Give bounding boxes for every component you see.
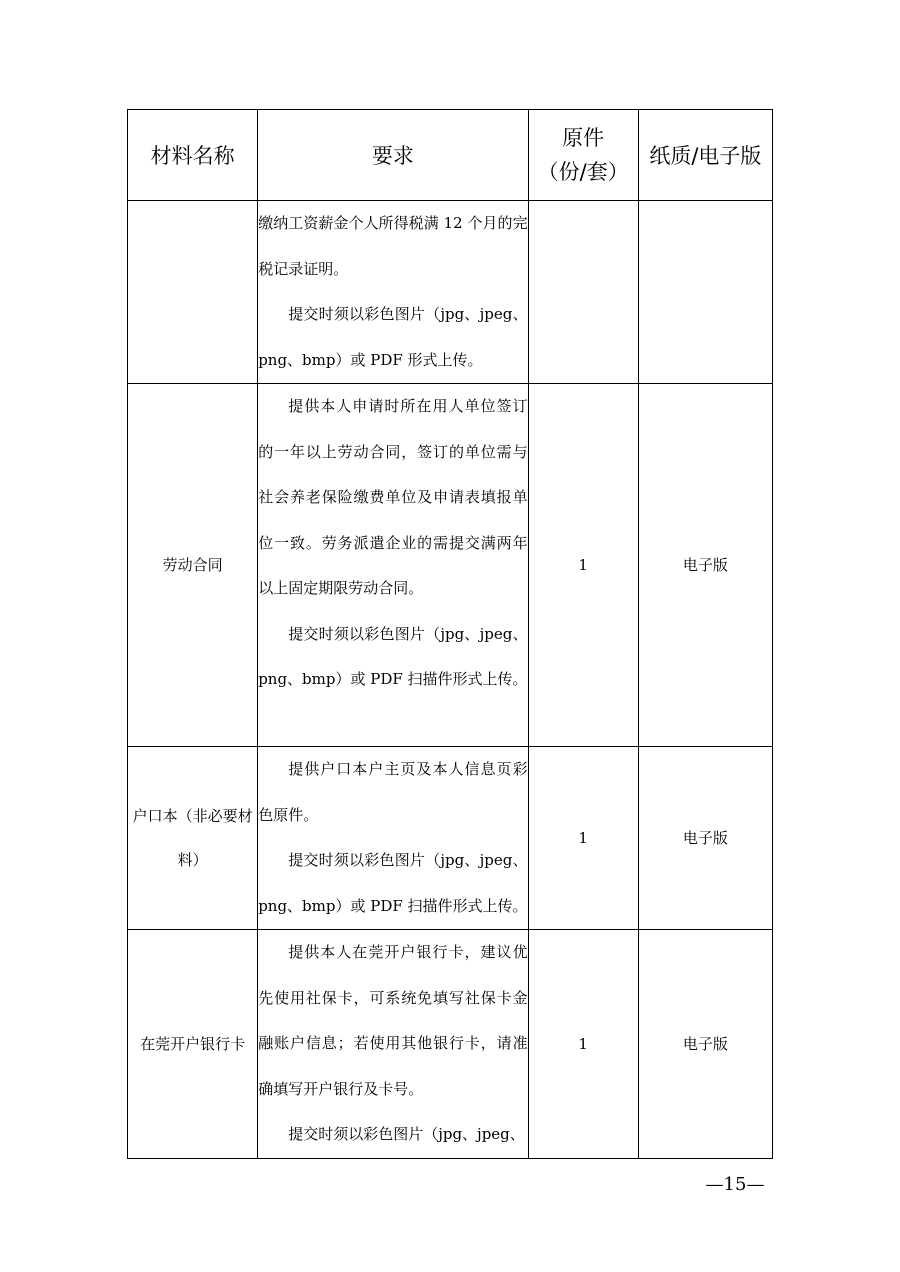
requirement-paragraph: 提交时须以彩色图片（jpg、jpeg、png、bmp）或 PDF 形式上传。 xyxy=(258,305,528,369)
header-original-copies xyxy=(528,110,638,201)
page-number: —15— xyxy=(705,1174,765,1195)
table-row xyxy=(128,747,773,930)
table-header-row xyxy=(128,110,773,201)
header-requirement: 要求 xyxy=(258,110,528,201)
header-original-line1: 原件 xyxy=(562,126,605,150)
material-name-cell: 在莞开户银行卡 xyxy=(128,930,258,1159)
header-material-name: 材料名称 xyxy=(128,110,258,201)
format-cell xyxy=(638,201,772,384)
format-cell: 电子版 xyxy=(638,930,772,1159)
material-name-cell: 劳动合同 xyxy=(128,384,258,747)
header-original-line2: （份/套） xyxy=(537,160,629,184)
requirement-cell xyxy=(258,747,528,930)
requirement-cell xyxy=(258,201,528,384)
format-cell: 电子版 xyxy=(638,384,772,747)
format-cell: 电子版 xyxy=(638,747,772,930)
original-count-cell: 1 xyxy=(528,747,638,930)
requirement-paragraph: 缴纳工资薪金个人所得税满 12 个月的完税记录证明。 xyxy=(258,214,528,278)
requirement-paragraph: 提交时须以彩色图片（jpg、jpeg、 xyxy=(288,1125,525,1143)
requirement-paragraph: 提交时须以彩色图片（jpg、jpeg、png、bmp）或 PDF 扫描件形式上传。 xyxy=(258,851,528,915)
materials-table xyxy=(127,109,773,1159)
requirement-paragraph: 提供本人申请时所在用人单位签订的一年以上劳动合同，签订的单位需与社会养老保险缴费单位及申请表填报单位一致。劳务派遣企业的需提交满两年以上固定期限劳动合同。 xyxy=(258,397,528,597)
requirement-cell xyxy=(258,384,528,747)
material-name-cell: 户口本（非必要材料） xyxy=(128,747,258,930)
table-row xyxy=(128,384,773,747)
original-count-cell: 1 xyxy=(528,930,638,1159)
requirement-paragraph: 提供户口本户主页及本人信息页彩色原件。 xyxy=(258,760,528,824)
header-format: 纸质/电子版 xyxy=(638,110,772,201)
table-row xyxy=(128,201,773,384)
material-name-cell xyxy=(128,201,258,384)
original-count-cell: 1 xyxy=(528,384,638,747)
original-count-cell xyxy=(528,201,638,384)
requirement-paragraph: 提供本人在莞开户银行卡，建议优先使用社保卡，可系统免填写社保卡金融账户信息；若使用其他银行卡，请准确填写开户银行及卡号。 xyxy=(258,943,528,1098)
requirement-paragraph: 提交时须以彩色图片（jpg、jpeg、png、bmp）或 PDF 扫描件形式上传。 xyxy=(258,624,528,688)
table-row xyxy=(128,930,773,1159)
requirement-cell xyxy=(258,930,528,1159)
